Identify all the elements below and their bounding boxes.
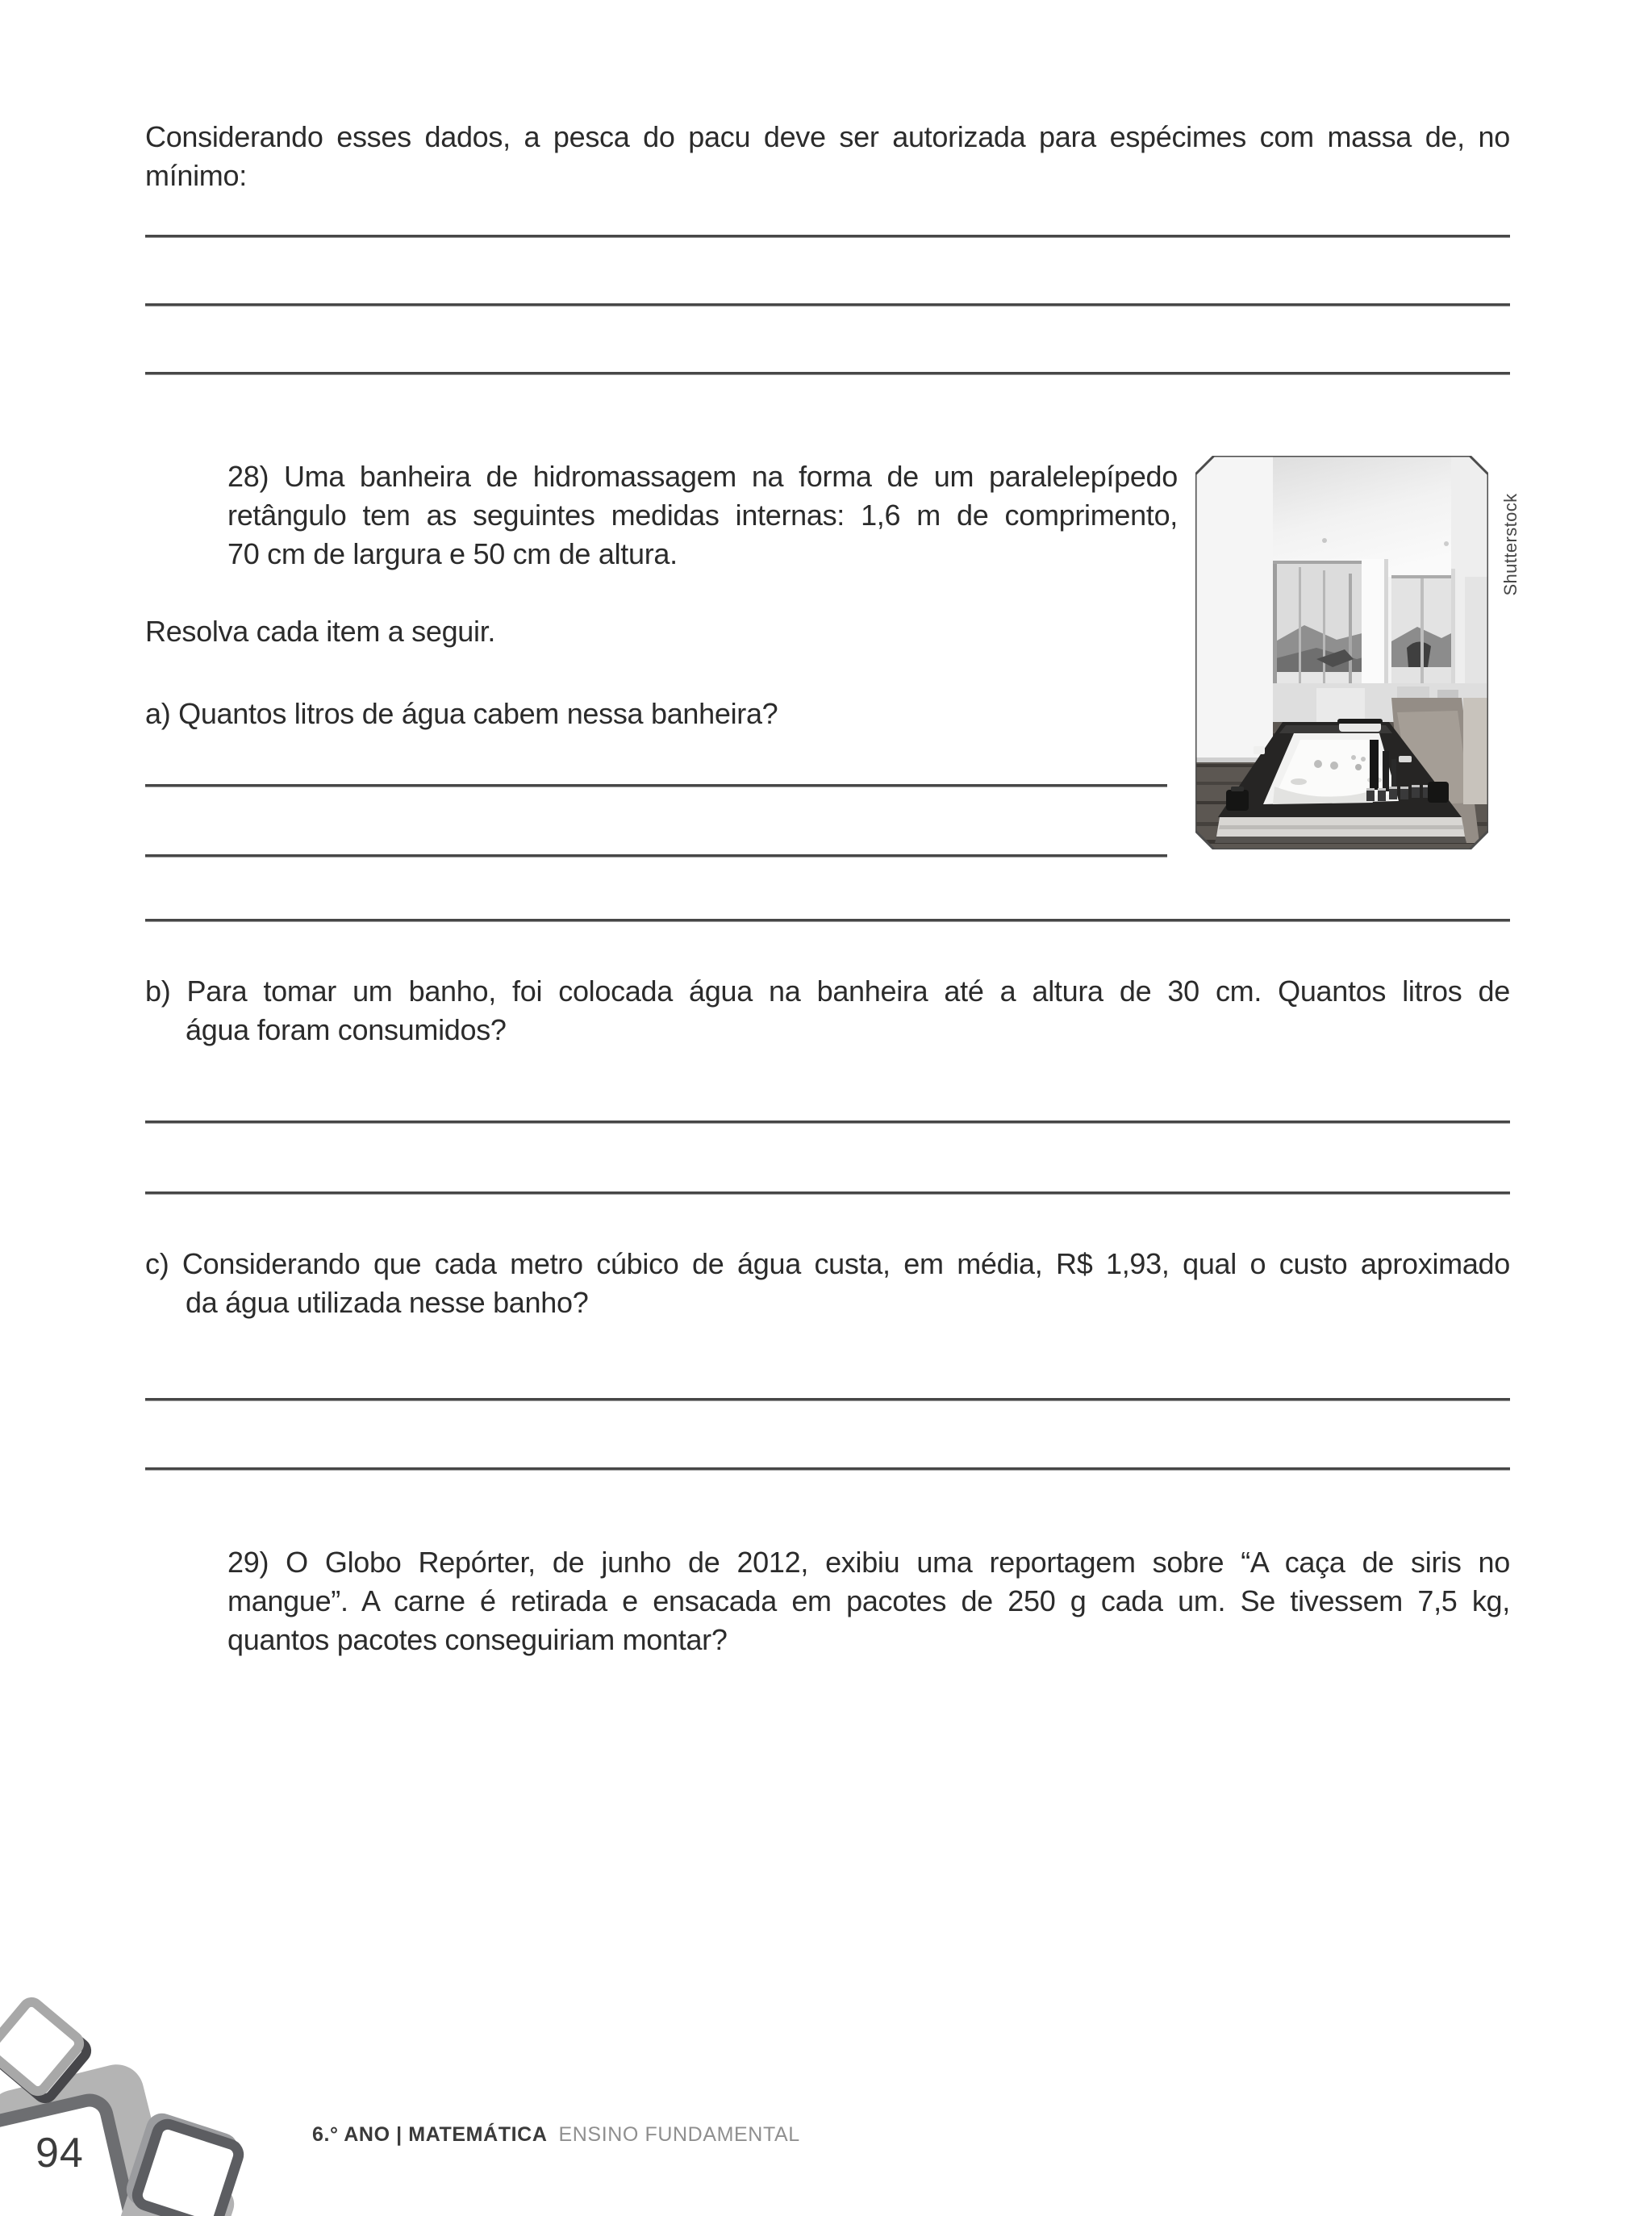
- answer-rule: [145, 1398, 1510, 1401]
- right-window: [1391, 575, 1451, 688]
- answer-rule: [145, 784, 1167, 787]
- answer-rule: [145, 919, 1510, 922]
- q28-item-a: a) Quantos litros de água cabem nessa banheira?: [145, 697, 778, 730]
- q28-instruction: Resolva cada item a seguir.: [145, 615, 496, 648]
- answer-rule: [145, 303, 1510, 307]
- question-28-statement: 28) Uma banheira de hidromassagem na forma de um paralelepípedo retângulo tem as seguintes medidas internas: 1,6 m de comprimento, 70 cm de largura e 50 cm de altura.: [227, 460, 1178, 570]
- answer-rule: [145, 1467, 1510, 1471]
- answer-rule: [145, 854, 1167, 858]
- footer-course: 6.° ANO | MATEMÁTICA: [312, 2123, 548, 2146]
- footer-level: ENSINO FUNDAMENTAL: [558, 2123, 800, 2146]
- question-29-statement: 29) O Globo Repórter, de junho de 2012, exibiu uma reportagem sobre “A caça de siris no mangue”. A carne é retirada e ensacada em pacotes de 250 g cada um. Se tivessem 7,5 kg, quantos pacotes conseguiriam montar?: [227, 1546, 1510, 1656]
- rug: [1463, 698, 1488, 804]
- bathtub-photo: [1195, 456, 1488, 849]
- q28-item-b: b) Para tomar um banho, foi colocada água na banheira até a altura de 30 cm. Quantos litros de água foram consumidos?: [145, 974, 1510, 1046]
- q28-item-c: c) Considerando que cada metro cúbico de água custa, em média, R$ 1,93, qual o custo aproximado da água utilizada nesse banho?: [145, 1247, 1510, 1319]
- answer-rule: [145, 1121, 1510, 1124]
- answer-rule: [145, 235, 1510, 238]
- answer-rule: [145, 372, 1510, 375]
- page-number: 94: [35, 2130, 84, 2176]
- bathtub-photo-illustration: [1195, 456, 1488, 849]
- intro-paragraph: Considerando esses dados, a pesca do pacu deve ser autorizada para espécimes com massa de, no mínimo:: [145, 120, 1510, 192]
- footer: [312, 2123, 800, 2147]
- photo-credit: Shutterstock: [1500, 493, 1521, 596]
- answer-rule: [145, 1191, 1510, 1195]
